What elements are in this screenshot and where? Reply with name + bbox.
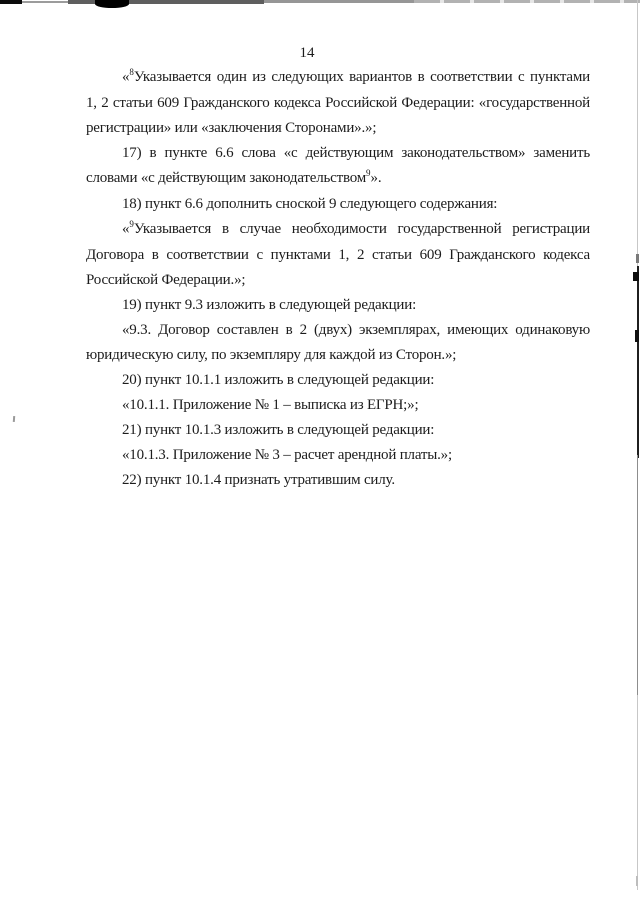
text-line <box>86 418 590 443</box>
scan-artifact-top-edge <box>0 0 640 10</box>
scan-artifact-line <box>637 266 639 458</box>
text-run: 18) пункт 6.6 дополнить сноской 9 следующего содержания: <box>122 196 498 212</box>
text-line <box>86 192 590 217</box>
text-run: 1, 2 статьи 609 Гражданского кодекса Российской Федерации: «государственной <box>86 95 590 111</box>
text-line <box>86 393 590 418</box>
text-run: Указывается в случае необходимости государственной регистрации <box>133 221 590 237</box>
footnote-marker: 9 <box>366 168 371 178</box>
text-line <box>86 166 590 192</box>
text-run: «10.1.1. Приложение № 1 – выписка из ЕГРН;»; <box>122 397 419 413</box>
paragraph <box>86 318 590 368</box>
paragraph <box>86 418 590 443</box>
paragraph <box>86 141 590 192</box>
text-run: 22) пункт 10.1.4 признать утратившим силу. <box>122 472 395 488</box>
text-run: Указывается один из следующих вариантов в соответствии с пунктами <box>133 69 590 85</box>
text-line <box>86 368 590 393</box>
text-run: 21) пункт 10.1.3 изложить в следующей редакции: <box>122 422 435 438</box>
document-body <box>86 65 590 493</box>
scan-artifact-segment <box>264 0 414 3</box>
paragraph <box>86 192 590 217</box>
text-run: « <box>122 221 130 237</box>
paragraph <box>86 217 590 293</box>
paragraph <box>86 65 590 141</box>
scan-artifact-mark <box>636 254 639 263</box>
scan-artifact-mark <box>633 272 639 281</box>
text-run: «9.3. Договор составлен в 2 (двух) экземплярах, имеющих одинаковую <box>122 322 590 338</box>
text-run: « <box>122 69 130 85</box>
footnote-marker: 9 <box>129 219 134 229</box>
paragraph <box>86 443 590 468</box>
text-run: ». <box>370 170 382 186</box>
scan-artifact-line <box>637 455 638 695</box>
text-line <box>86 116 590 141</box>
scan-artifact-blob <box>95 0 129 8</box>
text-line <box>86 217 590 243</box>
text-line <box>86 65 590 91</box>
text-line <box>86 443 590 468</box>
text-run: 20) пункт 10.1.1 изложить в следующей редакции: <box>122 372 435 388</box>
text-run: словами «с действующим законодательством <box>86 170 367 186</box>
text-line <box>86 141 590 166</box>
text-run: «10.1.3. Приложение № 3 – расчет арендной платы.»; <box>122 447 452 463</box>
scan-artifact-segment <box>0 0 22 4</box>
text-line <box>86 343 590 368</box>
text-line <box>86 268 590 293</box>
paragraph <box>86 368 590 393</box>
text-run: юридическую силу, по экземпляру для каждой из Сторон.»; <box>86 347 457 363</box>
text-run: регистрации» или «заключения Сторонами».»; <box>86 120 377 136</box>
paragraph <box>86 293 590 318</box>
text-line <box>86 243 590 268</box>
scan-artifact-mark <box>636 876 638 886</box>
page-number: 14 <box>299 45 315 61</box>
footnote-marker: 8 <box>129 67 134 77</box>
text-line <box>86 91 590 116</box>
text-line <box>86 293 590 318</box>
scan-artifact-speck <box>13 416 15 422</box>
text-run: 19) пункт 9.3 изложить в следующей редакции: <box>122 297 417 313</box>
text-line <box>86 468 590 493</box>
text-run: Договора в соответствии с пунктами 1, 2 статьи 609 Гражданского кодекса <box>86 247 590 263</box>
paragraph <box>86 393 590 418</box>
scan-artifact-right-edge <box>632 0 640 905</box>
text-line <box>86 318 590 343</box>
paragraph <box>86 468 590 493</box>
text-run: Российской Федерации.»; <box>86 272 246 288</box>
scan-artifact-segment <box>22 1 68 3</box>
text-run: 17) в пункте 6.6 слова «с действующим законодательством» заменить <box>122 145 590 161</box>
scan-artifact-segment <box>414 0 640 3</box>
scan-artifact-mark <box>635 330 639 342</box>
